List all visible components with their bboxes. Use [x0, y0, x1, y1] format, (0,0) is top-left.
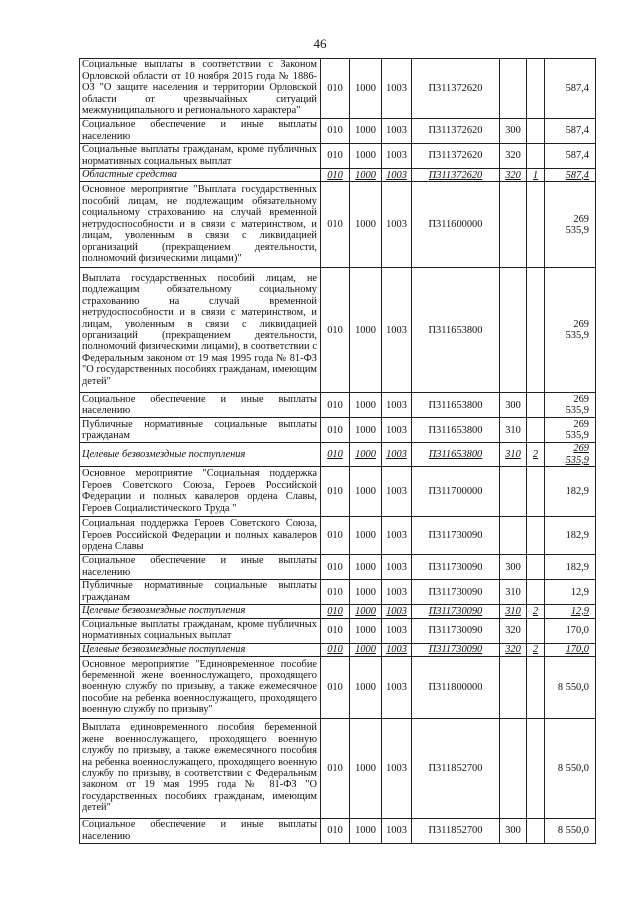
funding-source-code-cell: [527, 719, 545, 819]
subsection-code-cell: 1003: [382, 555, 412, 580]
subsection-code-cell: 1003: [382, 819, 412, 844]
amount-cell: 170,0: [545, 643, 596, 656]
target-article-code-cell: П311653800: [412, 268, 500, 393]
row-name-cell: Социальное обеспечение и иные выплаты населению: [80, 119, 321, 144]
ministry-code-cell: 010: [321, 580, 350, 605]
funding-source-code-cell: [527, 618, 545, 643]
funding-source-code-cell: 2: [527, 605, 545, 618]
target-article-code-cell: П311730090: [412, 643, 500, 656]
section-code-cell: 1000: [350, 555, 382, 580]
target-article-code-cell: П311730090: [412, 605, 500, 618]
table-row: [80, 517, 596, 555]
expense-type-code-cell: 310: [500, 605, 527, 618]
subsection-code-cell: 1003: [382, 643, 412, 656]
expense-type-code-cell: [500, 467, 527, 517]
expense-type-code-cell: [500, 182, 527, 268]
section-code-cell: 1000: [350, 618, 382, 643]
row-name-cell: Социальное обеспечение и иные выплаты населению: [80, 393, 321, 418]
section-code-cell: 1000: [350, 819, 382, 844]
ministry-code-cell: 010: [321, 467, 350, 517]
subsection-code-cell: 1003: [382, 144, 412, 169]
amount-cell: 182,9: [545, 467, 596, 517]
ministry-code-cell: 010: [321, 618, 350, 643]
row-name-cell: Социальная поддержка Героев Советского Союза, Героев Российской Федерации и полных кавалеров ордена Славы: [80, 517, 321, 555]
subsection-code-cell: 1003: [382, 268, 412, 393]
funding-source-code-cell: [527, 268, 545, 393]
table-row: [80, 169, 596, 182]
ministry-code-cell: 010: [321, 59, 350, 119]
amount-cell: 8 550,0: [545, 657, 596, 719]
section-code-cell: 1000: [350, 605, 382, 618]
row-name-cell: Социальное обеспечение и иные выплаты населению: [80, 555, 321, 580]
expense-type-code-cell: [500, 517, 527, 555]
row-name-cell: Публичные нормативные социальные выплаты гражданам: [80, 418, 321, 443]
section-code-cell: 1000: [350, 580, 382, 605]
target-article-code-cell: П311372620: [412, 169, 500, 182]
expense-type-code-cell: [500, 268, 527, 393]
section-code-cell: 1000: [350, 443, 382, 467]
target-article-code-cell: П311852700: [412, 819, 500, 844]
amount-cell: 182,9: [545, 517, 596, 555]
table-row: [80, 605, 596, 618]
section-code-cell: 1000: [350, 59, 382, 119]
amount-cell: 587,4: [545, 119, 596, 144]
section-code-cell: 1000: [350, 719, 382, 819]
funding-source-code-cell: [527, 580, 545, 605]
section-code-cell: 1000: [350, 643, 382, 656]
subsection-code-cell: 1003: [382, 605, 412, 618]
subsection-code-cell: 1003: [382, 443, 412, 467]
target-article-code-cell: П311730090: [412, 580, 500, 605]
amount-cell: 269 535,9: [545, 268, 596, 393]
target-article-code-cell: П311653800: [412, 418, 500, 443]
subsection-code-cell: 1003: [382, 467, 412, 517]
target-article-code-cell: П311653800: [412, 393, 500, 418]
subsection-code-cell: 1003: [382, 169, 412, 182]
funding-source-code-cell: 1: [527, 169, 545, 182]
subsection-code-cell: 1003: [382, 182, 412, 268]
table-body: [80, 59, 596, 844]
row-name-cell: Социальные выплаты в соответствии с Законом Орловской области от 10 ноября 2015 года № 1886-ОЗ "О защите населения и территории Орловской области от чрезвычайных ситуаций межмуниципального и регионального характера": [80, 59, 321, 119]
target-article-code-cell: П311730090: [412, 517, 500, 555]
expense-type-code-cell: 300: [500, 819, 527, 844]
row-name-cell: Публичные нормативные социальные выплаты гражданам: [80, 580, 321, 605]
row-name-cell: Целевые безвозмездные поступления: [80, 643, 321, 656]
expense-type-code-cell: 320: [500, 144, 527, 169]
funding-source-code-cell: [527, 467, 545, 517]
section-code-cell: 1000: [350, 467, 382, 517]
row-name-cell: Основное мероприятие "Социальная поддержка Героев Советского Союза, Героев Российской Федерации и полных кавалеров ордена Славы, Героев Социалистического Труда ": [80, 467, 321, 517]
table-row: [80, 393, 596, 418]
expense-type-code-cell: 310: [500, 580, 527, 605]
funding-source-code-cell: 2: [527, 643, 545, 656]
table-row: [80, 418, 596, 443]
amount-cell: 587,4: [545, 169, 596, 182]
ministry-code-cell: 010: [321, 144, 350, 169]
funding-source-code-cell: [527, 182, 545, 268]
funding-source-code-cell: [527, 59, 545, 119]
amount-cell: 587,4: [545, 59, 596, 119]
amount-cell: 8 550,0: [545, 819, 596, 844]
amount-cell: 269 535,9: [545, 393, 596, 418]
table-row: [80, 657, 596, 719]
expense-type-code-cell: 310: [500, 418, 527, 443]
table-row: [80, 144, 596, 169]
ministry-code-cell: 010: [321, 819, 350, 844]
amount-cell: 12,9: [545, 605, 596, 618]
table-row: [80, 119, 596, 144]
ministry-code-cell: 010: [321, 393, 350, 418]
table-row: [80, 467, 596, 517]
ministry-code-cell: 010: [321, 418, 350, 443]
expense-type-code-cell: 310: [500, 443, 527, 467]
amount-cell: 182,9: [545, 555, 596, 580]
target-article-code-cell: П311730090: [412, 555, 500, 580]
target-article-code-cell: П311800000: [412, 657, 500, 719]
table-row: [80, 819, 596, 844]
funding-source-code-cell: [527, 657, 545, 719]
ministry-code-cell: 010: [321, 643, 350, 656]
section-code-cell: 1000: [350, 268, 382, 393]
section-code-cell: 1000: [350, 418, 382, 443]
subsection-code-cell: 1003: [382, 618, 412, 643]
funding-source-code-cell: [527, 393, 545, 418]
subsection-code-cell: 1003: [382, 59, 412, 119]
target-article-code-cell: П311372620: [412, 59, 500, 119]
subsection-code-cell: 1003: [382, 719, 412, 819]
ministry-code-cell: 010: [321, 719, 350, 819]
table-row: [80, 643, 596, 656]
amount-cell: 587,4: [545, 144, 596, 169]
section-code-cell: 1000: [350, 517, 382, 555]
funding-source-code-cell: [527, 144, 545, 169]
row-name-cell: Основное мероприятие "Единовременное пособие беременной жене военнослужащего, проходящего военную службу по призыву, а также ежемесячное пособие на ребенка военнослужащего, проходящего военную службу по призыву": [80, 657, 321, 719]
target-article-code-cell: П311700000: [412, 467, 500, 517]
row-name-cell: Социальные выплаты гражданам, кроме публичных нормативных социальных выплат: [80, 618, 321, 643]
funding-source-code-cell: [527, 418, 545, 443]
expense-type-code-cell: [500, 59, 527, 119]
target-article-code-cell: П311372620: [412, 119, 500, 144]
page-number: 46: [313, 36, 327, 51]
expense-type-code-cell: 300: [500, 555, 527, 580]
section-code-cell: 1000: [350, 182, 382, 268]
table-row: [80, 182, 596, 268]
row-name-cell: Основное мероприятие "Выплата государственных пособий лицам, не подлежащим обязательному социальному страхованию на случай временной нетрудоспособности и в связи с материнством, и лицам, уволенным в связи с ликвидацией организаций (прекращением деятельности, полномочий физическими лицами)": [80, 182, 321, 268]
ministry-code-cell: 010: [321, 605, 350, 618]
subsection-code-cell: 1003: [382, 580, 412, 605]
row-name-cell: Социальное обеспечение и иные выплаты населению: [80, 819, 321, 844]
subsection-code-cell: 1003: [382, 418, 412, 443]
row-name-cell: Выплата единовременного пособия беременной жене военнослужащего, проходящего военную службу по призыву, а также ежемесячного пособия на ребенка военнослужащего, проходящего военную службу по призыву, в соответствии с Федеральным законом от 19 мая 1995 года № 81-ФЗ "О государственных пособиях гражданам, имеющим детей": [80, 719, 321, 819]
expense-type-code-cell: [500, 719, 527, 819]
subsection-code-cell: 1003: [382, 517, 412, 555]
table-row: [80, 580, 596, 605]
funding-source-code-cell: [527, 555, 545, 580]
amount-cell: 269 535,9: [545, 418, 596, 443]
section-code-cell: 1000: [350, 393, 382, 418]
expense-type-code-cell: 300: [500, 119, 527, 144]
target-article-code-cell: П311653800: [412, 443, 500, 467]
ministry-code-cell: 010: [321, 443, 350, 467]
ministry-code-cell: 010: [321, 268, 350, 393]
budget-table: [79, 58, 596, 844]
expense-type-code-cell: [500, 657, 527, 719]
row-name-cell: Социальные выплаты гражданам, кроме публичных нормативных социальных выплат: [80, 144, 321, 169]
section-code-cell: 1000: [350, 144, 382, 169]
amount-cell: 8 550,0: [545, 719, 596, 819]
funding-source-code-cell: [527, 819, 545, 844]
section-code-cell: 1000: [350, 657, 382, 719]
expense-type-code-cell: 300: [500, 393, 527, 418]
target-article-code-cell: П311852700: [412, 719, 500, 819]
table-row: [80, 618, 596, 643]
funding-source-code-cell: [527, 119, 545, 144]
ministry-code-cell: 010: [321, 182, 350, 268]
row-name-cell: Целевые безвозмездные поступления: [80, 605, 321, 618]
ministry-code-cell: 010: [321, 119, 350, 144]
expense-type-code-cell: 320: [500, 169, 527, 182]
amount-cell: 12,9: [545, 580, 596, 605]
table-row: [80, 59, 596, 119]
target-article-code-cell: П311372620: [412, 144, 500, 169]
amount-cell: 269 535,9: [545, 182, 596, 268]
amount-cell: 269 535,9: [545, 443, 596, 467]
row-name-cell: Областные средства: [80, 169, 321, 182]
target-article-code-cell: П311730090: [412, 618, 500, 643]
subsection-code-cell: 1003: [382, 657, 412, 719]
funding-source-code-cell: [527, 517, 545, 555]
subsection-code-cell: 1003: [382, 119, 412, 144]
table-row: [80, 443, 596, 467]
ministry-code-cell: 010: [321, 555, 350, 580]
funding-source-code-cell: 2: [527, 443, 545, 467]
table-row: [80, 268, 596, 393]
ministry-code-cell: 010: [321, 517, 350, 555]
amount-cell: 170,0: [545, 618, 596, 643]
ministry-code-cell: 010: [321, 657, 350, 719]
target-article-code-cell: П311600000: [412, 182, 500, 268]
row-name-cell: Выплата государственных пособий лицам, не подлежащим обязательному социальному страхованию на случай временной нетрудоспособности и в связи с материнством, и лицам, уволенным в связи с ликвидацией организаций (прекращением деятельности, полномочий физическими лицами), в соответствии с Федеральным законом от 19 мая 1995 года № 81-ФЗ "О государственных пособиях гражданам, имеющим детей": [80, 268, 321, 393]
expense-type-code-cell: 320: [500, 618, 527, 643]
section-code-cell: 1000: [350, 119, 382, 144]
row-name-cell: Целевые безвозмездные поступления: [80, 443, 321, 467]
expense-type-code-cell: 320: [500, 643, 527, 656]
table-row: [80, 719, 596, 819]
table-row: [80, 555, 596, 580]
section-code-cell: 1000: [350, 169, 382, 182]
ministry-code-cell: 010: [321, 169, 350, 182]
subsection-code-cell: 1003: [382, 393, 412, 418]
